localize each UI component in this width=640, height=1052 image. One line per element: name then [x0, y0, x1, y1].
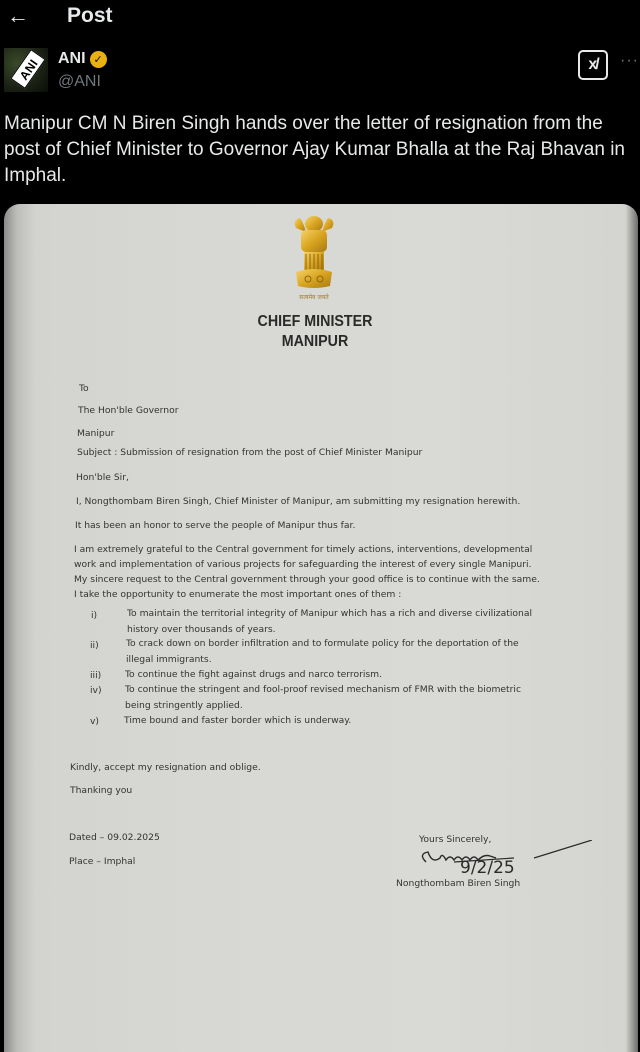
letter-para-3-line: I take the opportunity to enumerate the most important ones of them : [74, 589, 402, 600]
page-title: Post [67, 4, 113, 27]
letter-closing: Kindly, accept my resignation and oblige. [70, 762, 261, 773]
national-emblem-icon [284, 210, 344, 302]
back-button[interactable] [6, 2, 30, 30]
point-text: To crack down on border infiltration and to formulate policy for the deportation of the [126, 638, 519, 649]
resignation-letter [4, 204, 638, 1052]
author-name[interactable]: ANI [58, 50, 86, 67]
letter-para-3-line: My sincere request to the Central government through your good office is to continue with the same. [74, 574, 540, 585]
point-number: iv) [90, 685, 102, 696]
letter-yours-sincerely: Yours Sincerely, [419, 834, 492, 845]
point-text: To maintain the territorial integrity of Manipur which has a rich and diverse civilizational [127, 608, 533, 619]
letterhead-line-2: MANIPUR [281, 333, 349, 350]
letter-para-1: I, Nongthombam Biren Singh, Chief Minister of Manipur, am submitting my resignation herewith. [76, 496, 521, 507]
point-text: history over thousands of years. [127, 624, 276, 635]
point-text: To continue the fight against drugs and narco terrorism. [125, 669, 383, 680]
point-number: iii) [90, 670, 102, 681]
letter-signatory: Nongthombam Biren Singh [396, 878, 521, 889]
letter-salutation: Hon'ble Sir, [76, 472, 129, 483]
more-icon: ··· [620, 52, 639, 69]
post-author [0, 46, 640, 96]
point-text: illegal immigrants. [126, 654, 212, 665]
letter-para-2: It has been an honor to serve the people of Manipur thus far. [75, 520, 356, 531]
svg-text:सत्यमेव जयते: सत्यमेव जयते [299, 294, 329, 301]
letter-thanks: Thanking you [70, 785, 133, 796]
point-text: To continue the stringent and fool-proof revised mechanism of FMR with the biometric [125, 684, 522, 695]
letter-to: To [79, 383, 89, 394]
author-handle[interactable]: @ANI [58, 73, 101, 90]
more-options-button[interactable] [620, 52, 639, 70]
point-text: Time bound and faster border which is underway. [124, 715, 352, 726]
point-number: i) [91, 610, 98, 621]
avatar[interactable] [4, 48, 48, 92]
grok-icon: x/ [588, 56, 598, 73]
verified-badge-icon: ✓ [90, 51, 107, 68]
tweet-text: Manipur CM N Biren Singh hands over the letter of resignation from the post of Chief Minister to Governor Ajay Kumar Bhalla at the Raj Bhavan in Imphal. [4, 113, 625, 186]
point-number: ii) [90, 640, 99, 651]
point-number: v) [90, 716, 100, 727]
grok-button[interactable] [578, 50, 608, 80]
point-text: being stringently applied. [125, 700, 243, 711]
svg-text:9/2/25: 9/2/25 [460, 858, 515, 878]
letter-addressee: The Hon'ble Governor [78, 405, 179, 416]
author-name-row [58, 50, 107, 68]
letter-place: Place – Imphal [69, 856, 136, 867]
letter-subject: Subject : Submission of resignation from the post of Chief Minister Manipur [77, 447, 423, 458]
post-image[interactable] [4, 204, 638, 1052]
letter-dated: Dated – 09.02.2025 [69, 832, 160, 843]
letter-para-3-line: I am extremely grateful to the Central government for timely actions, interventions, developmental [74, 544, 533, 555]
letter-para-3-line: work and implementation of various projects for safeguarding the interest of every single Manipuri. [74, 559, 532, 570]
arrow-left-icon: ← [7, 3, 29, 28]
letterhead-title [255, 312, 375, 352]
top-bar [0, 0, 640, 36]
ani-logo: ANI [10, 49, 45, 89]
letterhead-line-1: CHIEF MINISTER [257, 313, 373, 330]
letter-address-state: Manipur [77, 428, 115, 439]
